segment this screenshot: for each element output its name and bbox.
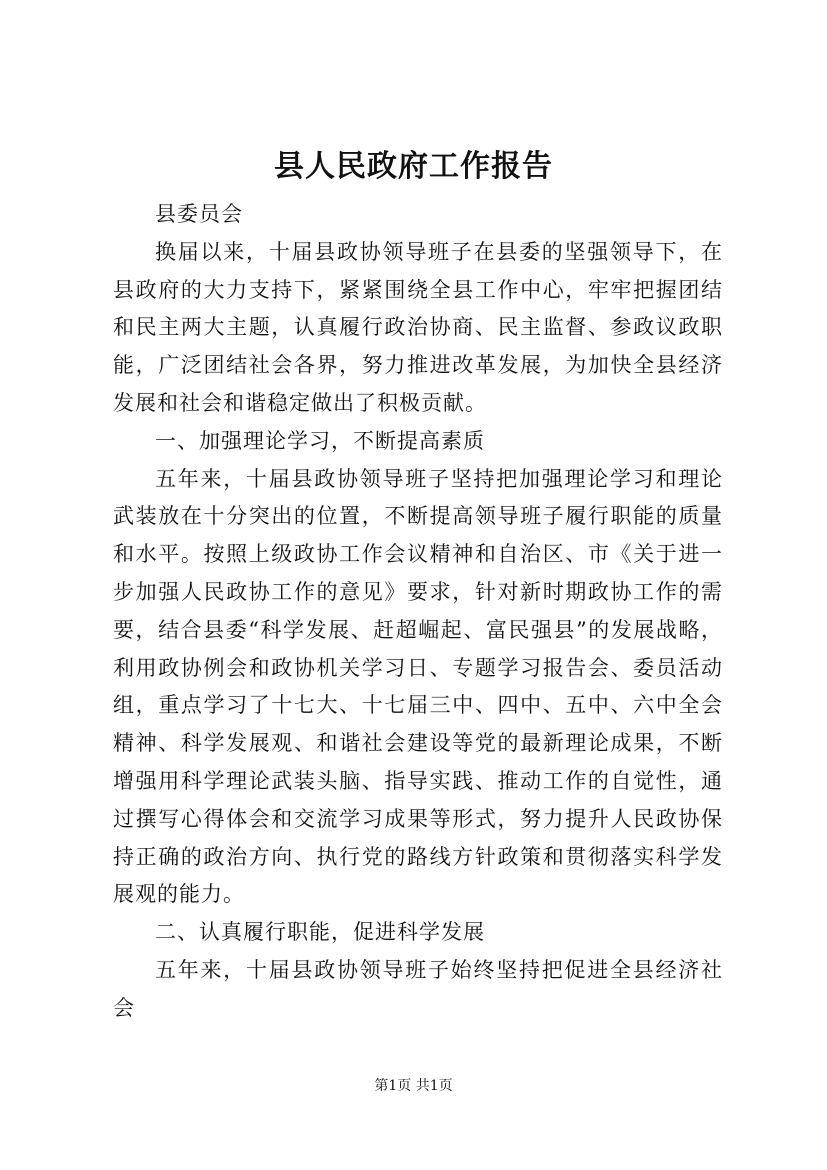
body-paragraph-section-1: 五年来，十届县政协领导班子坚持把加强理论学习和理论武装放在十分突出的位置，不断提高领导班子履行职能的质量和水平。按照上级政协工作会议精神和自治区、市《关于进一步加强人民政协工作的意见》要求，针对新时期政协工作的需要，结合县委“科学发展、赶超崛起、富民强县”的发展战略，利用政协例会和政协机关学习日、专题学习报告会、委员活动组，重点学习了十七大、十七届三中、四中、五中、六中全会精神、科学发展观、和谐社会建设等党的最新理论成果，不断增强用科学理论武装头脑、指导实践、推动工作的自觉性，通过撰写心得体会和交流学习成果等形式，努力提升人民政协保持正确的政治方向、执行党的路线方针政策和贯彻落实科学发展观的能力。 [113, 466, 723, 907]
section-heading-2: 二、认真履行职能，促进科学发展 [155, 920, 485, 945]
section-heading-1: 一、加强理论学习，不断提高素质 [155, 428, 485, 453]
body-paragraph-intro: 换届以来，十届县政协领导班子在县委的坚强领导下，在县政府的大力支持下，紧紧围绕全县工作中心，牢牢把握团结和民主两大主题，认真履行政治协商、民主监督、参政议政职能，广泛团结社会各界，努力推进改革发展，为加快全县经济发展和社会和谐稳定做出了积极贡献。 [113, 239, 723, 415]
body-paragraph-section-2: 五年来，十届县政协领导班子始终坚持把促进全县经济社会 [113, 957, 723, 1020]
document-title: 县人民政府工作报告 [274, 149, 553, 184]
document-body [113, 196, 723, 1028]
page-footer: 第1页 共1页 [374, 1078, 453, 1094]
addressee-line: 县委员会 [155, 202, 243, 226]
